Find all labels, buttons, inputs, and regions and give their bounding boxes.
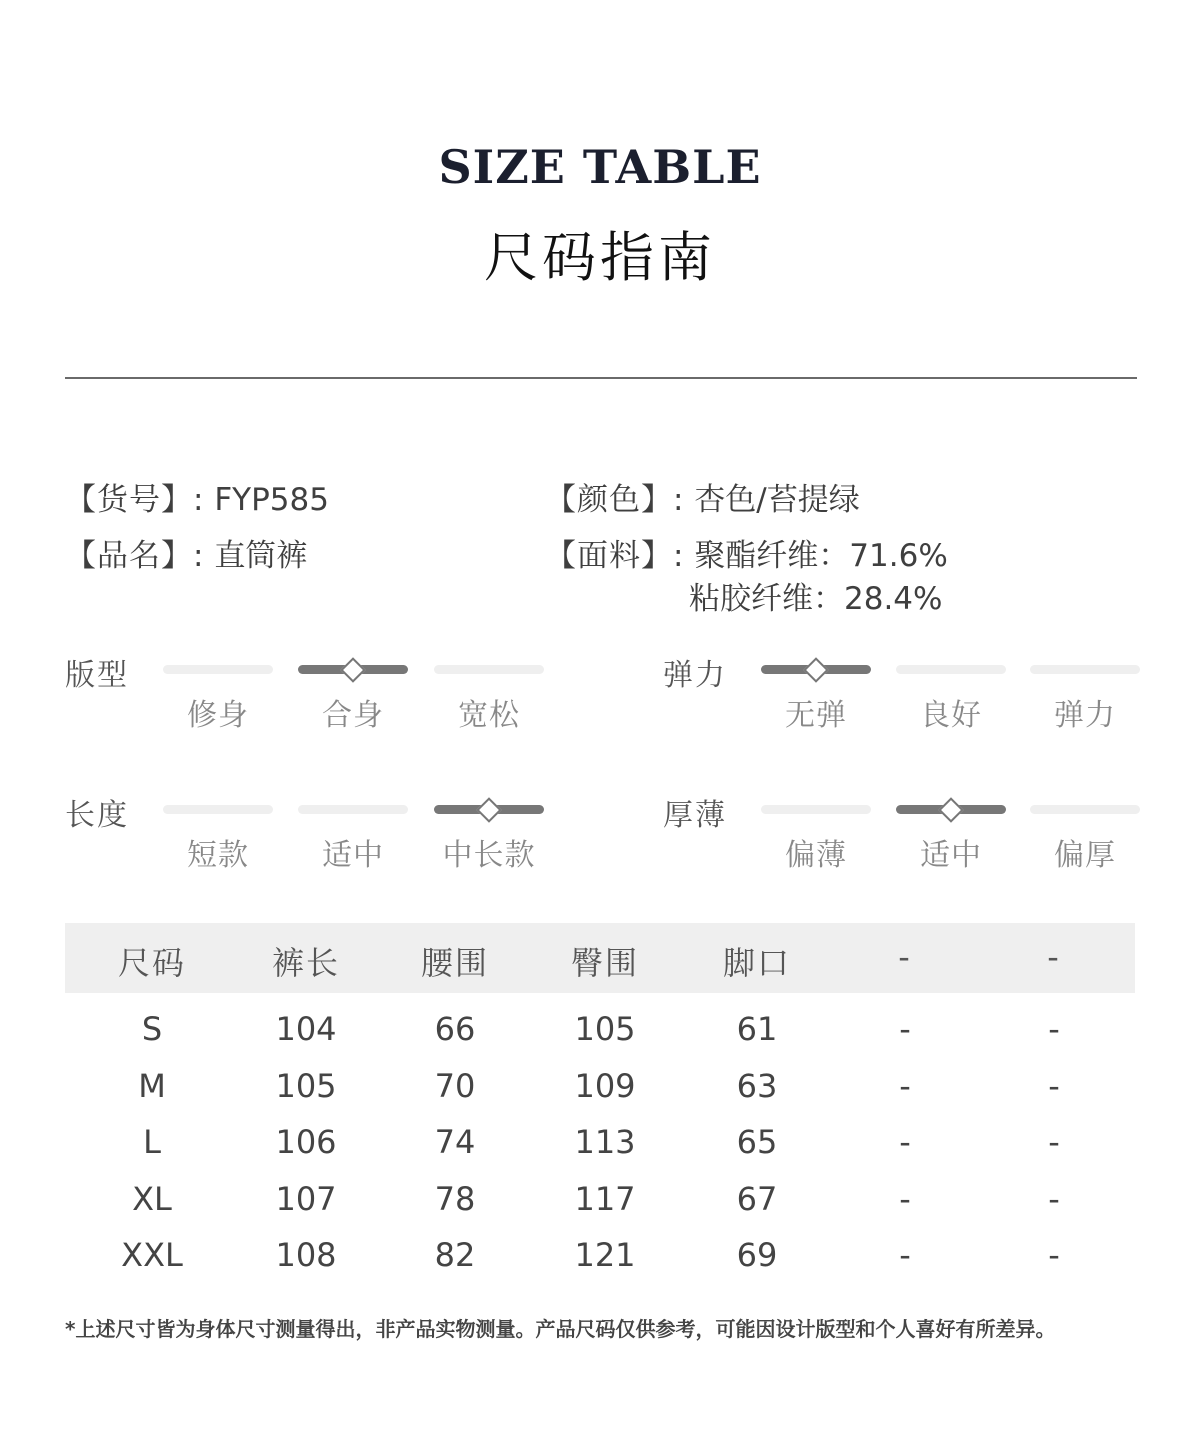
- product-name-row: [65, 530, 307, 575]
- table-cell: 105: [275, 1066, 337, 1105]
- scale-bar: [761, 805, 871, 814]
- scale-marker-icon: [476, 797, 501, 822]
- item-number-label: 【货号】:: [65, 482, 205, 518]
- scale-label: 长度: [65, 798, 129, 833]
- scale-label: 厚薄: [663, 798, 727, 833]
- product-name-value: 直筒裤: [214, 538, 308, 574]
- scale-bar-selected: [298, 665, 408, 674]
- table-cell: 65: [736, 1123, 778, 1161]
- table-header-cell: -: [1047, 938, 1061, 976]
- table-cell: 108: [275, 1236, 337, 1274]
- scale-option: 弹力: [1054, 698, 1116, 733]
- table-cell: -: [899, 1066, 911, 1105]
- scale-option: 短款: [187, 838, 249, 873]
- scale-option: 良好: [920, 698, 982, 733]
- scale-option: 合身: [322, 698, 384, 733]
- table-cell: 69: [736, 1236, 778, 1274]
- color-label: 【颜色】:: [545, 482, 685, 518]
- table-cell: XXL: [121, 1236, 183, 1274]
- scale-bar: [163, 665, 273, 674]
- table-cell: 107: [275, 1179, 337, 1218]
- scale-option: 适中: [322, 838, 384, 873]
- fabric-row: [545, 530, 948, 575]
- table-cell: 82: [434, 1236, 476, 1274]
- scale-bar: [896, 665, 1006, 674]
- scale-bar-selected: [896, 805, 1006, 814]
- scale-option: 无弹: [785, 698, 847, 733]
- table-cell: -: [1048, 1179, 1060, 1218]
- table-cell: 105: [574, 1010, 636, 1048]
- table-cell: 117: [574, 1179, 636, 1218]
- table-cell: 61: [736, 1010, 778, 1048]
- table-cell: -: [1048, 1236, 1060, 1274]
- scale-bar: [1030, 805, 1140, 814]
- scale-bar: [163, 805, 273, 814]
- scale-label: 版型: [65, 658, 129, 693]
- table-cell: L: [143, 1123, 161, 1161]
- table-header-cell: 腰围: [420, 944, 489, 982]
- table-cell: 106: [275, 1123, 337, 1161]
- scale-bar: [298, 805, 408, 814]
- table-header-cell: 尺码: [117, 944, 186, 982]
- table-cell: 109: [574, 1066, 636, 1105]
- fabric-label: 【面料】:: [545, 538, 685, 574]
- table-cell: -: [1048, 1066, 1060, 1105]
- scale-marker-icon: [938, 797, 963, 822]
- scale-option: 适中: [920, 838, 982, 873]
- product-name-label: 【品名】:: [65, 538, 205, 574]
- table-cell: -: [899, 1010, 911, 1048]
- scale-bar: [1030, 665, 1140, 674]
- scale-label: 弹力: [663, 658, 727, 693]
- table-cell: 67: [736, 1179, 778, 1218]
- scale-option: 偏薄: [785, 838, 847, 873]
- table-header-cell: -: [898, 938, 912, 976]
- table-cell: M: [138, 1066, 166, 1105]
- table-cell: -: [1048, 1123, 1060, 1161]
- item-number-row: [65, 474, 329, 519]
- scale-bar: [434, 665, 544, 674]
- table-cell: 121: [574, 1236, 636, 1274]
- footnote: *上述尺寸皆为身体尺寸测量得出，非产品实物测量。产品尺码仅供参考，可能因设计版型和个人喜好有所差异。: [65, 1317, 1056, 1341]
- title-divider: [65, 377, 1137, 379]
- table-cell: -: [899, 1179, 911, 1218]
- table-cell: S: [141, 1010, 163, 1048]
- table-header-cell: 裤长: [271, 944, 340, 982]
- color-value: 杏色/苔提绿: [694, 482, 860, 518]
- scale-marker-icon: [803, 657, 828, 682]
- table-cell: -: [1048, 1010, 1060, 1048]
- table-cell: 74: [434, 1123, 476, 1161]
- color-row: [545, 474, 860, 519]
- item-number-value: FYP585: [214, 482, 329, 518]
- table-cell: -: [899, 1123, 911, 1161]
- scale-option: 偏厚: [1054, 838, 1116, 873]
- title-chinese: 尺码指南: [484, 226, 716, 289]
- scale-option: 宽松: [458, 698, 520, 733]
- title-english: SIZE TABLE: [438, 140, 762, 194]
- table-cell: 70: [434, 1066, 476, 1105]
- table-cell: 63: [736, 1066, 778, 1105]
- fabric-value-1: 聚酯纤维：71.6%: [694, 538, 948, 574]
- table-cell: -: [899, 1236, 911, 1274]
- table-header-cell: 臀围: [570, 944, 639, 982]
- table-cell: 104: [275, 1010, 337, 1048]
- scale-bar-selected: [761, 665, 871, 674]
- fabric-value-2: 粘胶纤维：28.4%: [689, 581, 943, 617]
- scale-bar-selected: [434, 805, 544, 814]
- table-cell: XL: [132, 1179, 172, 1218]
- scale-option: 中长款: [442, 838, 536, 873]
- scale-marker-icon: [340, 657, 365, 682]
- table-cell: 78: [434, 1179, 476, 1218]
- table-cell: 113: [574, 1123, 636, 1161]
- scale-option: 修身: [187, 698, 249, 733]
- table-cell: 66: [434, 1010, 476, 1048]
- table-header-cell: 脚口: [722, 944, 791, 982]
